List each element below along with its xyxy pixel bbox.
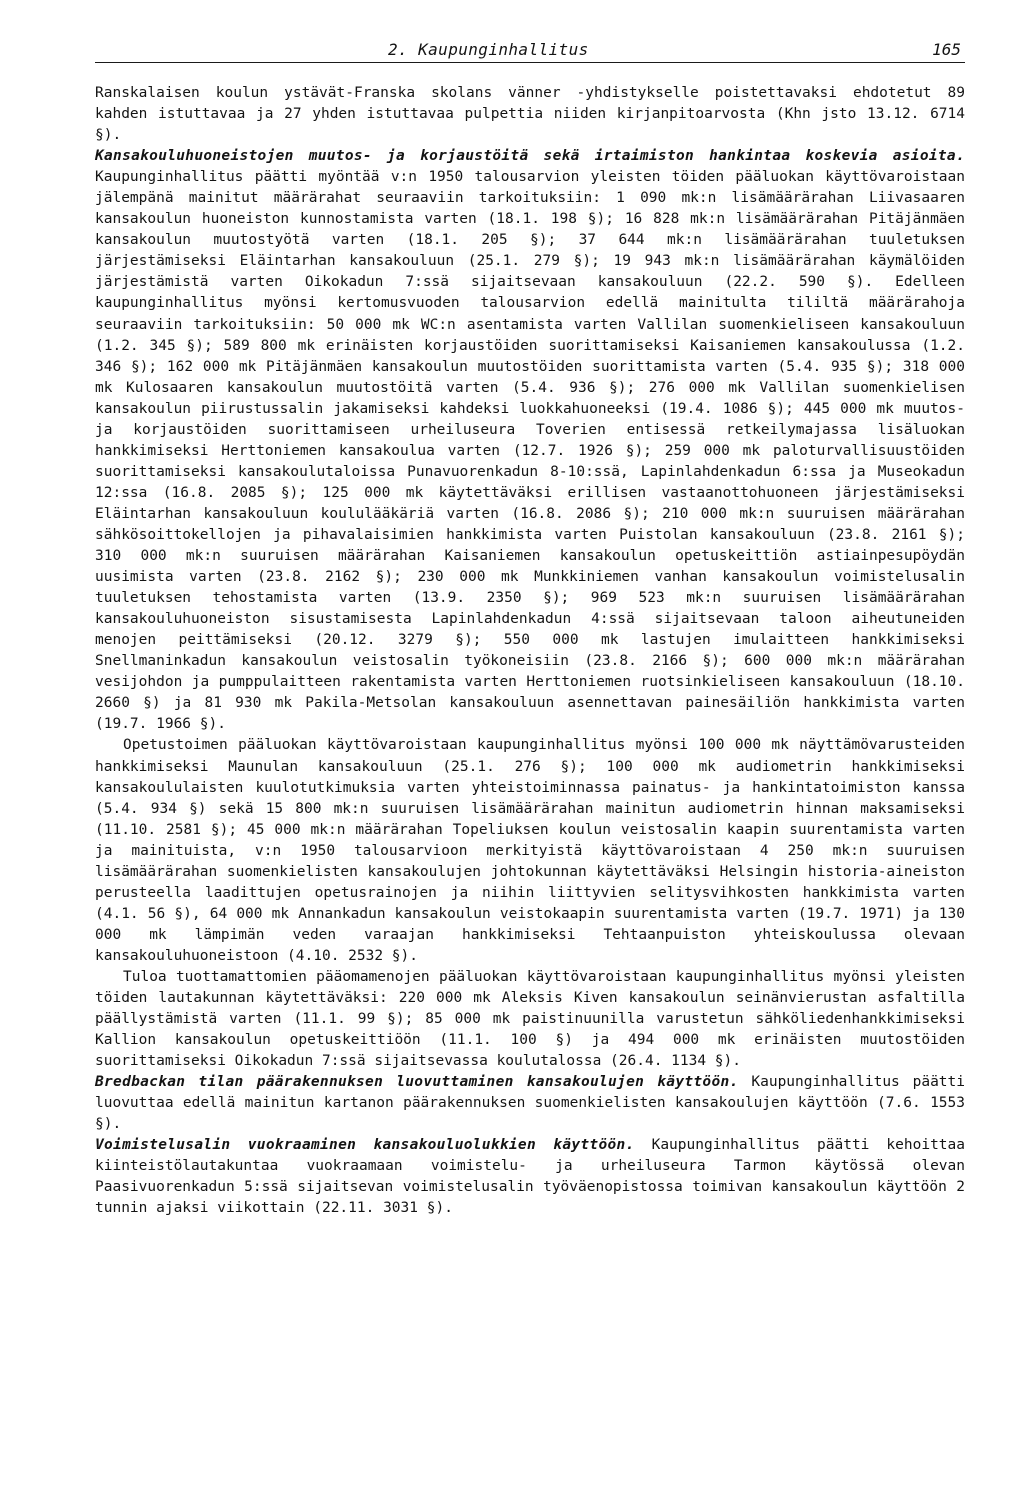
paragraph-heading: Kansakouluhuoneistojen muutos- ja korjaustöitä sekä irtaimiston hankintaa koskevia asioita. bbox=[95, 148, 965, 165]
paragraph-text: Kaupunginhallitus päätti kehoittaa kiinteistölautakuntaa vuokraamaan voimistelu- ja urheiluseura Tarmon käytössä olevan Paasivuorenkadun 5:ssä sijaitsevan voimistelusalin työväenopistossa toimivan kansakoulun käyttöön 2 tunnin ajaksi viikottain (22.11. 3031 §). bbox=[95, 1137, 965, 1217]
document-page bbox=[95, 34, 965, 1474]
paragraph-6 bbox=[95, 1135, 965, 1219]
paragraph-text: Kaupunginhallitus päätti myöntää v:n 1950 talousarvion yleisten töiden pääluokan käyttövaroistaan jälempänä mainitut määrärahat seuraaviin tarkoituksiin: 1 090 mk:n lisämäärärahan Liivasaaren kansakoulun huoneiston kunnostamista varten (18.1. 198 §); 16 828 mk:n lisämäärärahan Pitäjänmäen kansakoulun muutostyötä varten (18.1. 205 §); 37 644 mk:n lisämäärärahan tuuletuksen järjestämiseksi Eläintarhan kansakouluun (25.1. 279 §); 19 943 mk:n lisämäärärahan käymälöiden järjestämistä varten Oikokadun 7:ssä sijaitsevaan kansakouluun (22.2. 590 §). Edelleen kaupunginhallitus myönsi kertomusvuoden talousarvion edellä mainitulta tililtä määrärahoja seuraaviin tarkoituksiin: 50 000 mk WC:n asentamista varten Vallilan suomenkieliseen kansakouluun (1.2. 345 §); 589 800 mk erinäisten korjaustöiden suorittamiseksi Kaisaniemen kansakoulussa (1.2. 346 §); 162 000 mk Pitäjänmäen kansakoulun muutostöiden suorittamista varten (5.4. 935 §); 318 000 mk Kulosaaren kansakoulun muutostöitä varten (5.4. 936 §); 276 000 mk Vallilan suomenkielisen kansakoulun piirustussalin jakamiseksi kahdeksi luokkahuoneeksi (19.4. 1086 §); 445 000 mk muutos- ja korjaustöiden suorittamiseen urheiluseura Toverien entisessä retkeilymajassa lisäluokan hankkimiseksi Herttoniemen kansakoulua varten (12.7. 1926 §); 259 000 mk paloturvallisuustöiden suorittamiseksi kansakoulutaloissa Punavuorenkadun 8-10:ssä, Lapinlahdenkadun 6:ssa ja Museokadun 12:ssa (16.8. 2085 §); 125 000 mk käytettäväksi erillisen vastaanottohuoneen järjestämiseksi Eläintarhan kansakouluun koululääkäriä varten (16.8. 2086 §); 210 000 mk:n suuruisen määrärahan sähkösoittokellojen ja pihavalaisimien hankkimista varten Puistolan kansakouluun (23.8. 2161 §); 310 000 mk:n suuruisen määrärahan Kaisaniemen kansakoulun opetuskeittiön astiainpesupöydän uusimista varten (23.8. 2162 §); 230 000 mk Munkkiniemen vanhan kansakoulun voimistelusalin tuuletuksen tehostamista varten (13.9. 2350 §); 969 523 mk:n suuruisen lisämäärärahan kansakouluhuoneiston sisustamisesta Lapinlahdenkadun 4:ssä sijaitsevaan taloon aiheutuneiden menojen peittämiseksi (20.12. 3279 §); 550 000 mk lastujen imulaitteen hankkimiseksi Snellmaninkadun kansakoulun veistosalin työkoneisiin (23.8. 2166 §); 600 000 mk:n määrärahan vesijohdon ja pumppulaitteen rakentamista varten Herttoniemen ruotsinkieliseen kansakouluun (18.10. 2660 §) ja 81 930 mk Pakila-Metsolan kansakouluun asennettavan painesäiliön hankkimista varten (19.7. 1966 §). bbox=[95, 169, 965, 733]
page-header bbox=[95, 34, 965, 63]
paragraph-3 bbox=[95, 735, 965, 967]
paragraph-text: Tuloa tuottamattomien pääomamenojen pääluokan käyttövaroistaan kaupunginhallitus myönsi yleisten töiden lautakunnan käytettäväksi: 220 000 mk Aleksis Kiven kansakoulun seinänvierustan asfaltilla päällystämistä varten (11.1. 99 §); 85 000 mk paistinuunilla varustetun sähköliedenhankkimiseksi Kallion kansakoulun opetuskeittiöön (11.1. 100 §) ja 494 000 mk erinäisten muutostöiden suorittamiseksi Oikokadun 7:ssä sijaitsevassa koulutalossa (26.4. 1134 §). bbox=[95, 968, 965, 1070]
paragraph-1 bbox=[95, 83, 965, 146]
paragraph-2 bbox=[95, 146, 965, 735]
paragraph-text: Ranskalaisen koulun ystävät-Franska skolans vänner -yhdistykselle poistettavaksi ehdotetut 89 kahden istuttavaa ja 27 yhden istuttavaa pulpettia niiden kirjanpitoarvosta (Khn jsto 13.12. 6714 §). bbox=[95, 85, 965, 144]
document-body bbox=[95, 83, 965, 1220]
paragraph-text: Opetustoimen pääluokan käyttövaroistaan kaupunginhallitus myönsi 100 000 mk näyttämövarusteiden hankkimiseksi Maunulan kansakouluun (25.1. 276 §); 100 000 mk audiometrin hankkimiseksi kansakoululaisten kuulotutkimuksia varten yhteistoiminnassa painatus- ja hankintatoimiston kanssa (5.4. 934 §) sekä 15 800 mk:n suuruisen lisämäärärahan mainitun audiometrin hinnan maksamiseksi (11.10. 2581 §); 45 000 mk:n määrärahan Topeliuksen koulun veistosalin kaapin suurentamista varten ja mainituista, v:n 1950 talousarvioon merkityistä käyttövaroistaan 4 250 mk:n suuruisen lisämäärärahan suomenkielisten kansakoulujen johtokunnan käytettäväksi Helsingin historia-aineiston perusteella laadittujen opetusrainojen ja niihin liittyvien selitysvihkosten hankkimista varten (4.1. 56 §), 64 000 mk Annankadun kansakoulun veistokaapin suurentamista varten (19.7. 1971) ja 130 000 mk lämpimän veden varaajan hankkimiseksi Tehtaanpuiston yhteiskoulussa olevaan kansakouluhuoneistoon (4.10. 2532 §). bbox=[95, 737, 965, 964]
paragraph-4 bbox=[95, 967, 965, 1072]
paragraph-heading: Bredbackan tilan päärakennuksen luovuttaminen kansakoulujen käyttöön. bbox=[95, 1074, 739, 1091]
paragraph-text: Kaupunginhallitus päätti luovuttaa edellä mainitun kartanon päärakennuksen suomenkielisten kansakoulujen käyttöön (7.6. 1553 §). bbox=[95, 1074, 965, 1133]
chapter-title: 2. Kaupunginhallitus bbox=[388, 40, 589, 59]
page-number: 165 bbox=[932, 40, 961, 59]
paragraph-5 bbox=[95, 1072, 965, 1135]
paragraph-heading: Voimistelusalin vuokraaminen kansakouluolukkien käyttöön. bbox=[95, 1137, 635, 1154]
